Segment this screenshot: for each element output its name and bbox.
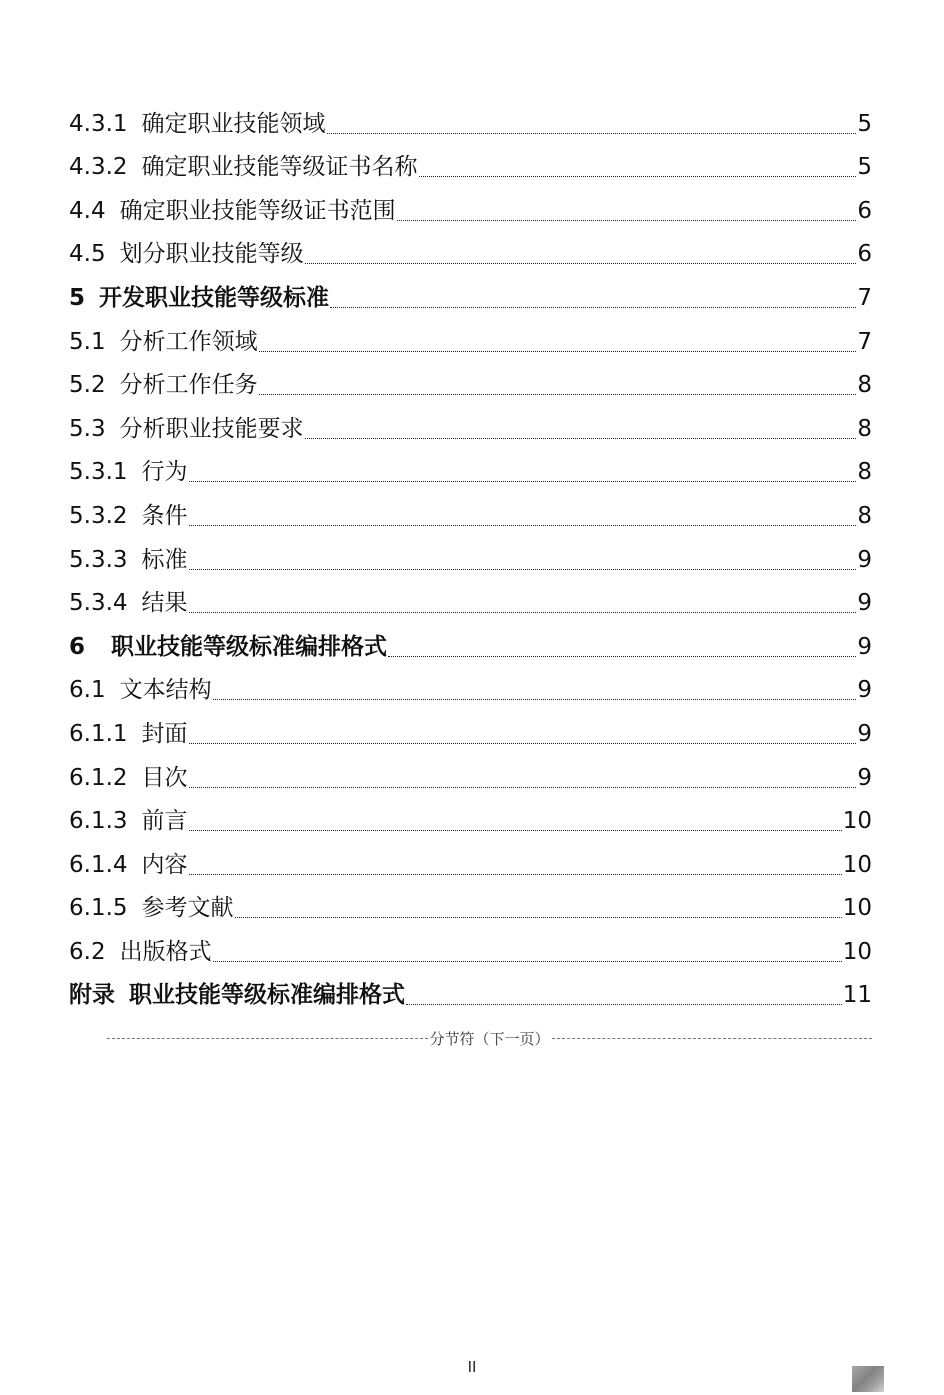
section-break-line-right <box>552 1038 873 1039</box>
toc-dot-leader <box>419 176 857 177</box>
toc-entry[interactable] <box>69 710 872 754</box>
toc-entry-page: 8 <box>857 415 872 442</box>
toc-entry-page: 9 <box>857 633 872 660</box>
toc-entry[interactable] <box>69 928 872 972</box>
toc-entry[interactable] <box>69 449 872 493</box>
section-break-label: 分节符（下一页） <box>429 1029 550 1048</box>
toc-entry[interactable] <box>69 187 872 231</box>
toc-entry[interactable] <box>69 623 872 667</box>
toc-entry-number: 附录 <box>69 982 115 1009</box>
toc-entry-title: 职业技能等级标准编排格式 <box>111 633 388 660</box>
page-number: II <box>467 1358 477 1376</box>
toc-entry[interactable] <box>69 580 872 624</box>
toc-entry-page: 9 <box>857 590 872 617</box>
toc-entry-page: 9 <box>857 720 872 747</box>
toc-entry-page: 10 <box>842 895 872 922</box>
corner-stamp-image <box>852 1366 884 1392</box>
toc-entry[interactable] <box>69 885 872 929</box>
toc-entry-title: 确定职业技能等级证书名称 <box>141 154 418 181</box>
toc-entry-page: 8 <box>857 502 872 529</box>
toc-entry[interactable] <box>69 536 872 580</box>
toc-entry-number: 5.3.3 <box>69 546 128 573</box>
toc-entry-title: 条件 <box>141 502 188 529</box>
toc-entry-title: 行为 <box>141 459 188 486</box>
toc-entry-number: 5.3.1 <box>69 459 128 486</box>
toc-entry-number: 5.3.4 <box>69 590 128 617</box>
toc-dot-leader <box>259 351 857 352</box>
toc-dot-leader <box>189 830 842 831</box>
toc-entry-page: 7 <box>857 284 872 311</box>
toc-entry-number: 4.3.1 <box>69 110 128 137</box>
toc-entry-number: 5.1 <box>69 328 106 355</box>
toc-dot-leader <box>235 917 842 918</box>
toc-entry-title: 确定职业技能领域 <box>141 110 326 137</box>
toc-dot-leader <box>397 220 857 221</box>
toc-entry-page: 9 <box>857 677 872 704</box>
toc-dot-leader <box>259 394 857 395</box>
toc-entry-page: 7 <box>857 328 872 355</box>
toc-entry[interactable] <box>69 274 872 318</box>
toc-entry-title: 确定职业技能等级证书范围 <box>119 197 396 224</box>
toc-entry-number: 4.5 <box>69 241 106 268</box>
toc-entry-page: 10 <box>842 808 872 835</box>
toc-entry-title: 目次 <box>141 764 188 791</box>
toc-dot-leader <box>189 743 857 744</box>
toc-entry-number: 6.1.2 <box>69 764 128 791</box>
toc-entry-title: 开发职业技能等级标准 <box>99 284 330 311</box>
toc-entry-page: 8 <box>857 372 872 399</box>
toc-entry-title: 参考文献 <box>141 895 234 922</box>
toc-entry-number: 5.3 <box>69 415 106 442</box>
toc-dot-leader <box>327 133 857 134</box>
toc-entry-number: 6 <box>69 633 86 660</box>
toc-entry[interactable] <box>69 754 872 798</box>
toc-dot-leader <box>189 787 857 788</box>
toc-entry-page: 6 <box>857 241 872 268</box>
toc-entry-page: 5 <box>857 110 872 137</box>
toc-dot-leader <box>406 1004 842 1005</box>
section-break-line-left <box>107 1038 428 1039</box>
toc-entry[interactable] <box>69 318 872 362</box>
toc-dot-leader <box>189 874 842 875</box>
toc-dot-leader <box>305 438 857 439</box>
toc-entry-page: 10 <box>842 938 872 965</box>
toc-entry-number: 5.3.2 <box>69 502 128 529</box>
toc-dot-leader <box>213 699 857 700</box>
toc-entry-number: 5.2 <box>69 372 106 399</box>
toc-dot-leader <box>213 961 842 962</box>
toc-dot-leader <box>189 525 857 526</box>
toc-entry[interactable] <box>69 972 872 1016</box>
toc-entry-title: 文本结构 <box>119 677 212 704</box>
toc-entry-title: 分析工作领域 <box>119 328 258 355</box>
toc-entry[interactable] <box>69 492 872 536</box>
toc-dot-leader <box>305 263 857 264</box>
toc-entry-title: 出版格式 <box>119 938 212 965</box>
toc-dot-leader <box>388 656 856 657</box>
toc-entry[interactable] <box>69 100 872 144</box>
toc-dot-leader <box>189 612 857 613</box>
toc-entry-number: 4.4 <box>69 197 106 224</box>
toc-entry-title: 分析职业技能要求 <box>119 415 304 442</box>
toc-entry-title: 前言 <box>141 808 188 835</box>
toc-entry-title: 标准 <box>141 546 188 573</box>
toc-entry-title: 封面 <box>141 720 188 747</box>
toc-entry[interactable] <box>69 362 872 406</box>
toc-entry-page: 9 <box>857 764 872 791</box>
toc-dot-leader <box>330 307 856 308</box>
toc-entry-number: 6.1.3 <box>69 808 128 835</box>
toc-dot-leader <box>189 569 857 570</box>
toc-entry-number: 6.1.5 <box>69 895 128 922</box>
toc-entry-title: 内容 <box>141 851 188 878</box>
toc-entry[interactable] <box>69 667 872 711</box>
toc-entry-page: 5 <box>857 154 872 181</box>
toc-entry-number: 6.1 <box>69 677 106 704</box>
toc-entry-title: 划分职业技能等级 <box>119 241 304 268</box>
toc-entry-number: 6.1.4 <box>69 851 128 878</box>
toc-entry[interactable] <box>69 798 872 842</box>
toc-entry-page: 8 <box>857 459 872 486</box>
toc-entry-page: 11 <box>842 982 872 1009</box>
toc-entry-number: 4.3.2 <box>69 154 128 181</box>
toc-entry-title: 分析工作任务 <box>119 372 258 399</box>
toc-entry[interactable] <box>69 144 872 188</box>
toc-entry[interactable] <box>69 231 872 275</box>
toc-entry-number: 6.1.1 <box>69 720 128 747</box>
toc-entry-number: 5 <box>69 284 86 311</box>
toc-entry-page: 6 <box>857 197 872 224</box>
toc-entry-number: 6.2 <box>69 938 106 965</box>
toc-dot-leader <box>189 481 857 482</box>
toc-entry[interactable] <box>69 841 872 885</box>
toc-entry-page: 10 <box>842 851 872 878</box>
table-of-contents <box>69 100 872 1015</box>
toc-entry[interactable] <box>69 405 872 449</box>
toc-entry-title: 职业技能等级标准编排格式 <box>129 982 405 1009</box>
toc-entry-title: 结果 <box>141 590 188 617</box>
section-break-marker <box>107 1026 872 1050</box>
toc-entry-page: 9 <box>857 546 872 573</box>
